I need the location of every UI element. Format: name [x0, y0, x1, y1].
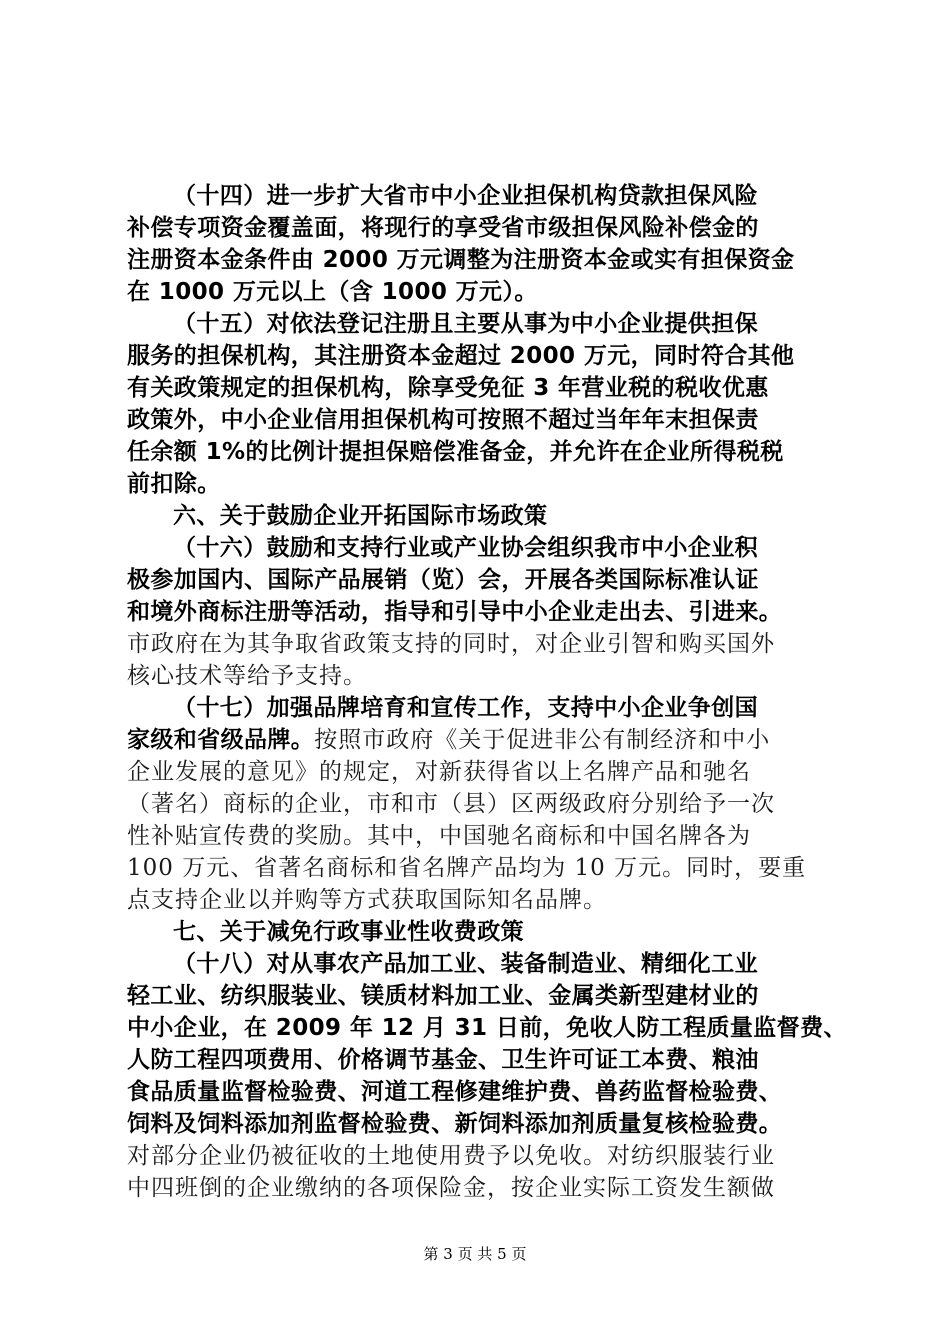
text-line: （十五）对依法登记注册且主要从事为中小企业提供担保	[173, 311, 758, 337]
text-line: 人防工程四项费用、价格调节基金、卫生许可证工本费、粮油	[127, 1047, 759, 1073]
text-line: 服务的担保机构，其注册资本金超过 2000 万元，同时符合其他	[127, 343, 795, 369]
text-line: 注册资本金条件由 2000 万元调整为注册资本金或实有担保资金	[127, 247, 795, 273]
text-line: 企业发展的意见》的规定，对新获得省以上名牌产品和驰名	[127, 759, 751, 785]
text-line: （十六）鼓励和支持行业或产业协会组织我市中小企业积	[173, 535, 758, 561]
text-line: （十七）加强品牌培育和宣传工作，支持中小企业争创国	[173, 695, 758, 721]
text-line: 和境外商标注册等活动，指导和引导中小企业走出去、引进来。	[127, 599, 783, 625]
text-line	[127, 724, 847, 756]
text-line: 极参加国内、国际产品展销（览）会，开展各类国际标准认证	[127, 567, 759, 593]
text-line: 轻工业、纺织服装业、镁质材料加工业、金属类新型建材业的	[127, 983, 759, 1009]
text-line: 100 万元、省著名商标和省名牌产品均为 10 万元。同时，要重	[127, 855, 807, 881]
text-line: 补偿专项资金覆盖面，将现行的享受省市级担保风险补偿金的	[127, 215, 759, 241]
text-line: 点支持企业以并购等方式获取国际知名品牌。	[127, 887, 607, 913]
text-segment-bold: 家级和省级品牌。	[127, 727, 315, 753]
document-body	[127, 180, 847, 1204]
text-line: 对部分企业仍被征收的土地使用费予以免收。对纺织服装行业	[127, 1143, 775, 1169]
text-line: 政策外，中小企业信用担保机构可按照不超过当年年末担保责	[127, 407, 759, 433]
text-line: 中小企业，在 2009 年 12 月 31 日前，免收人防工程质量监督费、	[127, 1015, 847, 1041]
text-line: 核心技术等给予支持。	[127, 663, 367, 689]
text-line: 中四班倒的企业缴纳的各项保险金，按企业实际工资发生额做	[127, 1175, 775, 1201]
text-segment-regular: 按照市政府《关于促进非公有制经济和中小	[314, 727, 771, 753]
page-footer: 第 3 页 共 5 页	[423, 1245, 527, 1263]
text-line: 性补贴宣传费的奖励。其中，中国驰名商标和中国名牌各为	[127, 823, 751, 849]
text-line: 七、关于减免行政事业性收费政策	[173, 919, 524, 945]
text-line: 有关政策规定的担保机构，除享受免征 3 年营业税的税收优惠	[127, 375, 769, 401]
text-line: 六、关于鼓励企业开拓国际市场政策	[173, 503, 548, 529]
text-line: 在 1000 万元以上（含 1000 万元）。	[127, 279, 538, 305]
text-line: （著名）商标的企业，市和市（县）区两级政府分别给予一次	[127, 791, 775, 817]
text-line: （十八）对从事农产品加工业、装备制造业、精细化工业	[173, 951, 758, 977]
text-line: 任余额 1%的比例计提担保赔偿准备金，并允许在企业所得税税	[127, 439, 784, 465]
text-line: 饲料及饲料添加剂监督检验费、新饲料添加剂质量复核检验费。	[127, 1111, 783, 1137]
text-line: 食品质量监督检验费、河道工程修建维护费、兽药监督检验费、	[127, 1079, 783, 1105]
text-line: （十四）进一步扩大省市中小企业担保机构贷款担保风险	[173, 183, 758, 209]
text-line: 前扣除。	[127, 471, 221, 497]
text-line: 市政府在为其争取省政策支持的同时，对企业引智和购买国外	[127, 631, 775, 657]
